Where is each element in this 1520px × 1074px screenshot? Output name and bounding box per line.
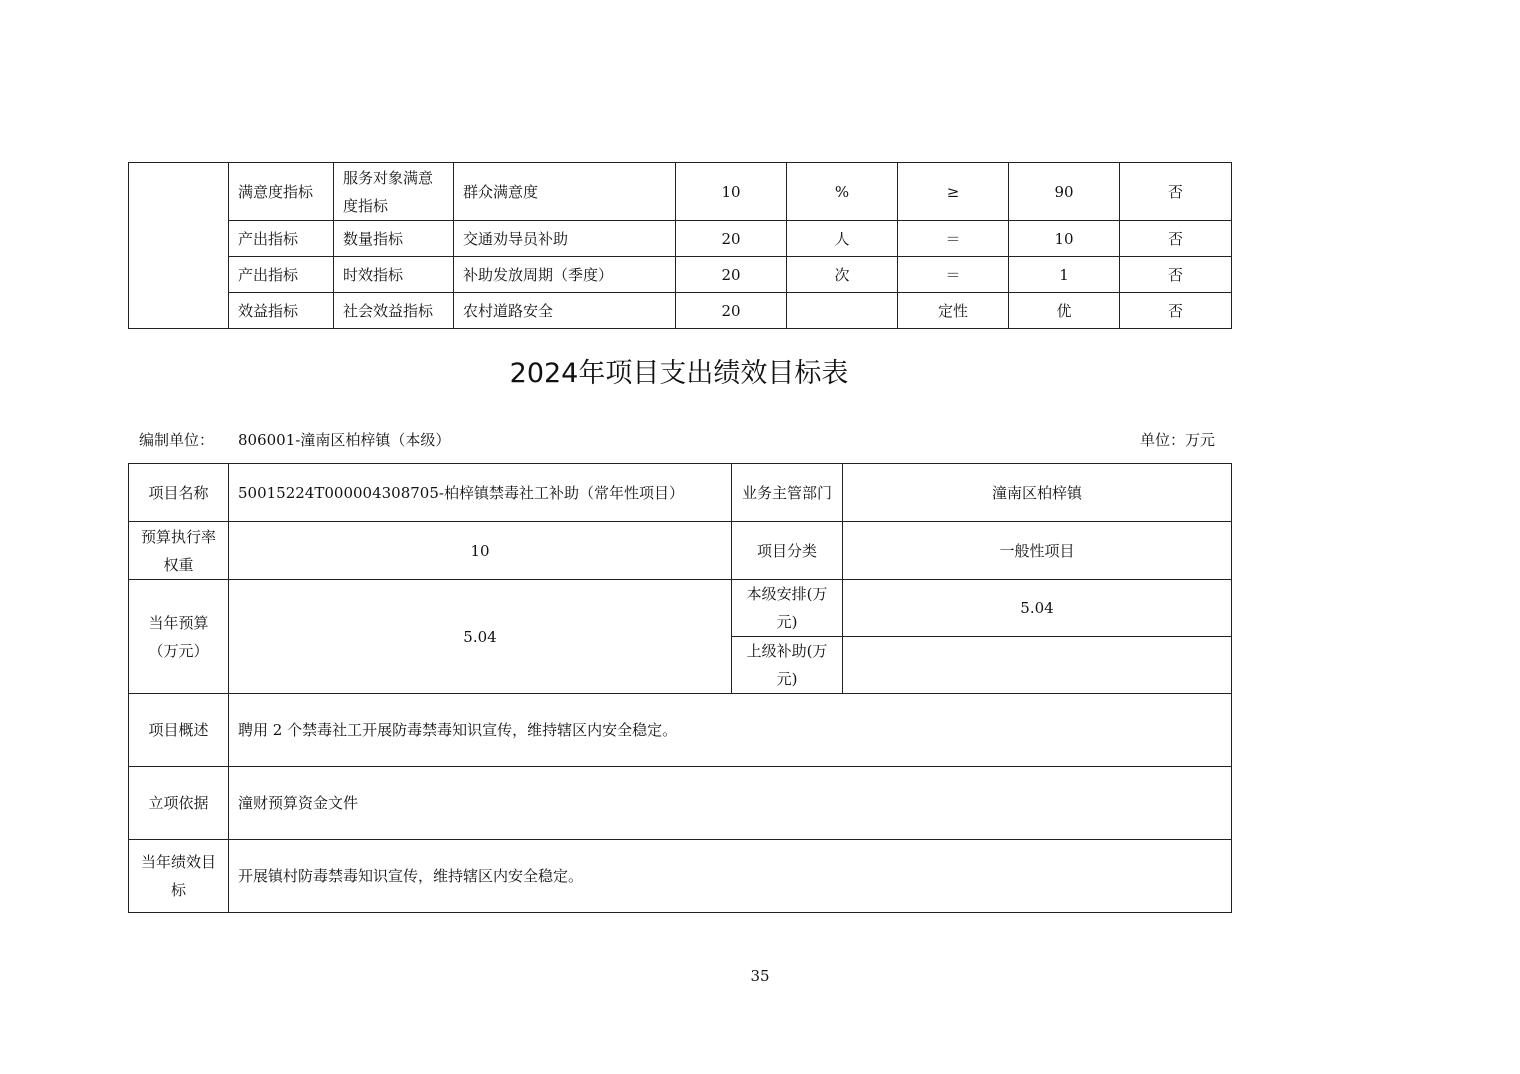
table-row xyxy=(129,293,1232,329)
local-label: 本级安排(万元) xyxy=(732,580,843,637)
local-value: 5.04 xyxy=(843,580,1232,637)
table-row xyxy=(129,464,1232,522)
project-name-value: 50015224T000004308705-柏梓镇禁毒社工补助（常年性项目） xyxy=(229,464,732,522)
unit-cell: 人 xyxy=(787,221,898,257)
unit-cell xyxy=(787,293,898,329)
dept-label: 业务主管部门 xyxy=(732,464,843,522)
target-cell: 优 xyxy=(1009,293,1120,329)
budget-value: 5.04 xyxy=(229,580,732,694)
table-row xyxy=(129,522,1232,580)
core-cell: 否 xyxy=(1120,293,1232,329)
unit-cell: % xyxy=(787,163,898,221)
weight-cell: 20 xyxy=(676,221,787,257)
core-cell: 否 xyxy=(1120,163,1232,221)
indicator-name-cell: 群众满意度 xyxy=(454,163,676,221)
indicator-name-cell: 农村道路安全 xyxy=(454,293,676,329)
upper-value xyxy=(843,637,1232,694)
weight-cell: 20 xyxy=(676,293,787,329)
overview-value: 聘用 2 个禁毒社工开展防毒禁毒知识宣传，维持辖区内安全稳定。 xyxy=(229,694,1232,767)
goal-value: 开展镇村防毒禁毒知识宣传，维持辖区内安全稳定。 xyxy=(229,840,1232,913)
upper-label: 上级补助(万元) xyxy=(732,637,843,694)
table-row xyxy=(129,580,1232,637)
weight-value: 10 xyxy=(229,522,732,580)
table-row xyxy=(129,257,1232,293)
level2-cell: 社会效益指标 xyxy=(334,293,454,329)
weight-label: 预算执行率权重 xyxy=(129,522,229,580)
core-cell: 否 xyxy=(1120,221,1232,257)
target-cell: 90 xyxy=(1009,163,1120,221)
overview-label: 项目概述 xyxy=(129,694,229,767)
org-label: 编制单位： xyxy=(139,431,215,449)
project-table xyxy=(128,463,1232,913)
level1-cell: 满意度指标 xyxy=(229,163,334,221)
level2-cell: 数量指标 xyxy=(334,221,454,257)
level1-cell: 效益指标 xyxy=(229,293,334,329)
project-name-label: 项目名称 xyxy=(129,464,229,522)
level1-cell: 产出指标 xyxy=(229,221,334,257)
weight-cell: 10 xyxy=(676,163,787,221)
target-cell: 10 xyxy=(1009,221,1120,257)
org-value: 806001-潼南区柏梓镇（本级） xyxy=(238,431,451,449)
operator-cell: 定性 xyxy=(898,293,1009,329)
target-cell: 1 xyxy=(1009,257,1120,293)
page-number: 35 xyxy=(750,967,770,985)
core-cell: 否 xyxy=(1120,257,1232,293)
level2-cell: 服务对象满意度指标 xyxy=(334,163,454,221)
empty-cell xyxy=(129,163,229,329)
operator-cell: ≥ xyxy=(898,163,1009,221)
weight-cell: 20 xyxy=(676,257,787,293)
indicator-name-cell: 交通劝导员补助 xyxy=(454,221,676,257)
operator-cell: ＝ xyxy=(898,257,1009,293)
unit-cell: 次 xyxy=(787,257,898,293)
basis-value: 潼财预算资金文件 xyxy=(229,767,1232,840)
category-value: 一般性项目 xyxy=(843,522,1232,580)
table-row xyxy=(129,767,1232,840)
indicator-name-cell: 补助发放周期（季度） xyxy=(454,257,676,293)
indicator-table xyxy=(128,162,1232,329)
table-row xyxy=(129,694,1232,767)
category-label: 项目分类 xyxy=(732,522,843,580)
level1-cell: 产出指标 xyxy=(229,257,334,293)
budget-label: 当年预算（万元） xyxy=(129,580,229,694)
goal-label: 当年绩效目标 xyxy=(129,840,229,913)
operator-cell: ＝ xyxy=(898,221,1009,257)
table-row xyxy=(129,840,1232,913)
table-row xyxy=(129,221,1232,257)
table-row xyxy=(129,163,1232,221)
dept-value: 潼南区柏梓镇 xyxy=(843,464,1232,522)
basis-label: 立项依据 xyxy=(129,767,229,840)
unit-label: 单位：万元 xyxy=(1140,431,1216,449)
level2-cell: 时效指标 xyxy=(334,257,454,293)
page-title: 2024年项目支出绩效目标表 xyxy=(509,358,849,389)
